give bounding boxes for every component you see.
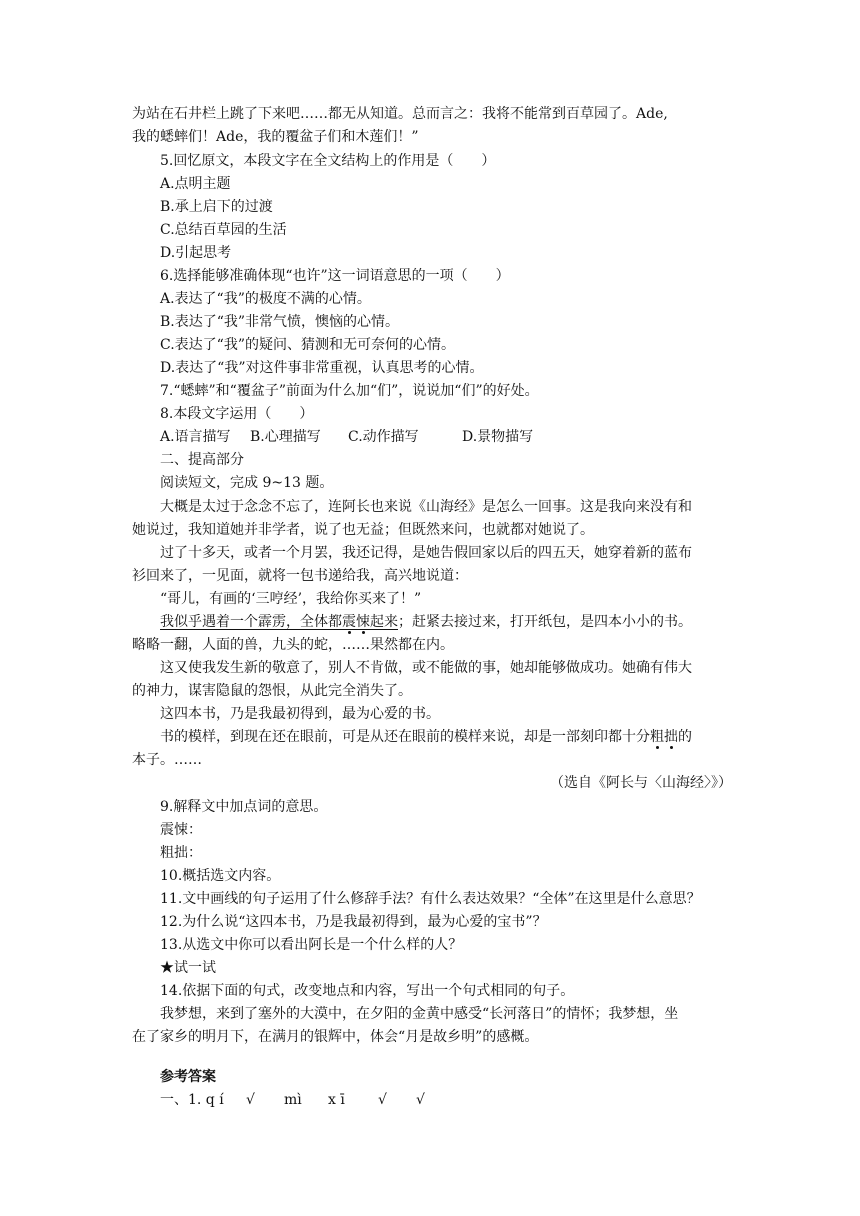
question-9: 9.解释文中加点词的意思。 xyxy=(160,799,328,815)
answers-title: 参考答案 xyxy=(160,1069,216,1085)
question-14: 14.依据下面的句式，改变地点和内容，写出一个句式相同的句子。 xyxy=(160,983,575,999)
passage-text: 的 xyxy=(678,729,692,745)
passage-text: ；赶紧去接过来，打开纸包，是四本小小的书。 xyxy=(398,614,692,630)
q5-option: D.引起思考 xyxy=(160,245,232,261)
underlined-sentence-line xyxy=(160,611,732,633)
passage-line: “哥儿，有画的‘三哼经’，我给你买来了！” xyxy=(160,591,422,607)
question-12: 12.为什么说“这四本书，乃是我最初得到，最为心爱的宝书”？ xyxy=(160,914,547,930)
dotted-char: 震 xyxy=(342,614,356,630)
question-6: 6.选择能够准确体现“也许”这一词语意思的一项（ ） xyxy=(160,268,510,284)
passage-source: （选自《阿长与〈山海经〉》） xyxy=(550,775,732,791)
question-5: 5.回忆原文，本段文字在全文结构上的作用是（ ） xyxy=(160,153,496,169)
q8-option: A.语言描写 xyxy=(160,429,231,445)
passage-line: 这四本书，乃是我最初得到，最为心爱的书。 xyxy=(160,706,440,722)
q8-option: B.心理描写 xyxy=(250,429,321,445)
q14-example-line: 我梦想，来到了塞外的大漠中，在夕阳的金黄中感受“长河落日”的情怀；我梦想，坐 xyxy=(160,1006,679,1022)
question-13: 13.从选文中你可以看出阿长是一个什么样的人？ xyxy=(160,937,463,953)
dotted-char: 粗 xyxy=(650,729,664,745)
q8-option: D.景物描写 xyxy=(462,429,534,445)
q5-option: C.总结百草园的生活 xyxy=(160,222,287,238)
try-section-title: ★试一试 xyxy=(160,960,216,976)
q5-option: B.承上启下的过渡 xyxy=(160,199,273,215)
q6-option: A.表达了“我”的极度不满的心情。 xyxy=(160,291,371,307)
dotted-char: 拙 xyxy=(664,729,678,745)
answer-item: 一、1. q í xyxy=(160,1092,224,1108)
q6-option: C.表达了“我”的疑问、猜测和无可奈何的心情。 xyxy=(160,337,455,353)
reading-intro: 阅读短文，完成 9~13 题。 xyxy=(160,475,334,491)
passage-line: 本子。…… xyxy=(132,752,202,768)
passage-line: 的神力，谋害隐鼠的怨恨，从此完全消失了。 xyxy=(132,683,412,699)
underlined-sentence xyxy=(160,614,398,630)
q5-option: A.点明主题 xyxy=(160,176,231,192)
answer-item: √ xyxy=(246,1092,255,1108)
underlined-text: 起来 xyxy=(370,614,398,630)
q9-word: 震悚： xyxy=(160,822,202,838)
q6-option: B.表达了“我”非常气愤，懊恼的心情。 xyxy=(160,314,400,330)
answer-item: √ xyxy=(378,1092,387,1108)
answer-item: √ xyxy=(416,1092,425,1108)
answer-item: mì xyxy=(284,1092,302,1108)
question-11: 11.文中画线的句子运用了什么修辞手法？有什么表达效果？“全体”在这里是什么意思？ xyxy=(160,891,701,907)
answers-line xyxy=(160,1089,732,1111)
passage-text: 书的模样，到现在还在眼前，可是从还在眼前的模样来说，却是一部刻印都十分 xyxy=(160,729,650,745)
answer-item: x ī xyxy=(328,1092,345,1108)
passage-line: 这又使我发生新的敬意了，别人不肯做，或不能做的事，她却能够做成功。她确有伟大 xyxy=(160,660,692,676)
question-10: 10.概括选文内容。 xyxy=(160,868,281,884)
question-7: 7.“蟋蟀”和“覆盆子”前面为什么加“们”，说说加“们”的好处。 xyxy=(160,383,539,399)
top-paragraph-line: 为站在石井栏上跳了下来吧……都无从知道。总而言之：我将不能常到百草园了。Ade, xyxy=(132,106,668,122)
passage-line: 大概是太过于念念不忘了，连阿长也来说《山海经》是怎么一回事。这是我向来没有和 xyxy=(160,499,692,515)
q8-options xyxy=(160,426,732,448)
q14-example-line: 在了家乡的明月下，在满月的银辉中，体会“月是故乡明”的感概。 xyxy=(132,1029,539,1045)
passage-line: 她说过，我知道她并非学者，说了也无益；但既然来问，也就都对她说了。 xyxy=(132,522,594,538)
q9-word: 粗拙： xyxy=(160,845,202,861)
passage-line: 衫回来了，一见面，就将一包书递给我，高兴地说道： xyxy=(132,568,468,584)
passage-line: 过了十多天，或者一个月罢，我还记得，是她告假回家以后的四五天，她穿着新的蓝布 xyxy=(160,545,692,561)
section-2-title: 二、提高部分 xyxy=(160,452,244,468)
q6-option: D.表达了“我”对这件事非常重视，认真思考的心情。 xyxy=(160,360,484,376)
underlined-text: 我似乎遇着一个霹雳，全体都 xyxy=(160,614,342,630)
passage-line xyxy=(160,726,732,748)
passage-line: 略略一翻，人面的兽，九头的蛇，……果然都在内。 xyxy=(132,637,454,653)
top-paragraph-line: 我的蟋蟀们！Ade，我的覆盆子们和木莲们！” xyxy=(132,129,419,145)
question-8: 8.本段文字运用（ ） xyxy=(160,406,314,422)
q8-option: C.动作描写 xyxy=(348,429,419,445)
dotted-char: 悚 xyxy=(356,614,370,630)
